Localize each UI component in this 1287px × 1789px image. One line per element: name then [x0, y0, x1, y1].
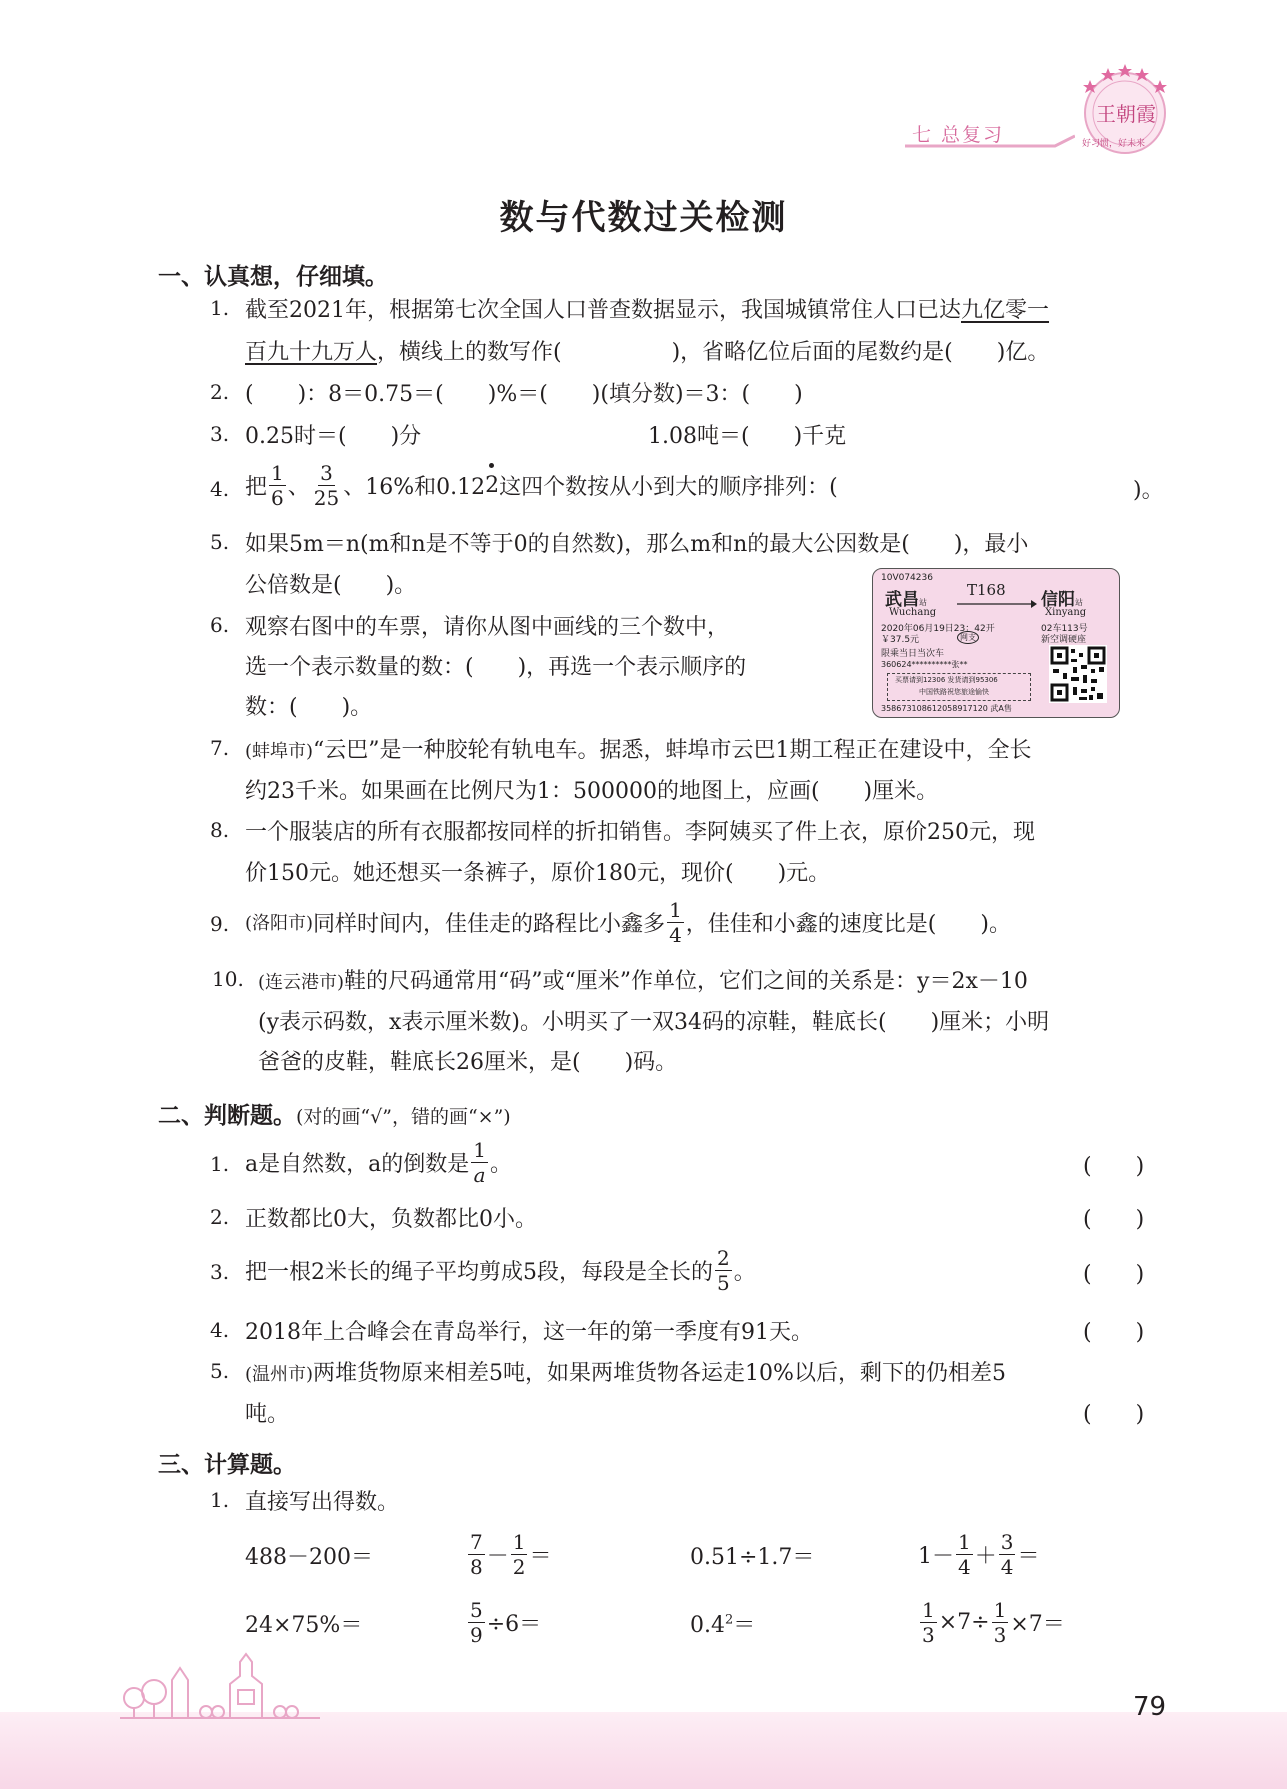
q4-mid: 、16%和0.12	[343, 474, 486, 500]
p2-q1-f-den: a	[473, 1162, 486, 1187]
calc-r2b-f-num: 5	[470, 1597, 483, 1622]
logo-text: 王朝霞	[1096, 102, 1156, 126]
p2-q3-pre: 把一根2米长的绳子平均剪成5段，每段是全长的	[245, 1259, 713, 1285]
q10-number: 10.	[212, 967, 244, 991]
p2-q5-number: 5.	[210, 1359, 230, 1383]
p2-q2-number: 2.	[210, 1205, 230, 1229]
p2-q3-fraction	[715, 1246, 732, 1295]
part1-heading: 一、认真想，仔细填。	[158, 264, 388, 290]
q6-line1: 观察右图中的车票，请你从图中画线的三个数中，	[245, 615, 730, 640]
p2-q1-pre: a是自然数，a的倒数是	[245, 1151, 470, 1177]
q6-line3: 数：( )。	[245, 695, 373, 720]
q7-line1	[245, 733, 1032, 764]
q5-number: 5.	[210, 530, 230, 554]
ticket-to-suffix: 站	[1075, 598, 1083, 607]
calc-r1d-f2-num: 3	[1000, 1529, 1014, 1554]
calc-r1b-op: －	[486, 1543, 509, 1569]
calc-r2b-f	[468, 1598, 485, 1647]
p2-q3-f-den: 5	[717, 1270, 730, 1295]
q4-post: 这四个数按从小到大的顺序排列：(	[499, 474, 838, 500]
p2-q1-line	[245, 1132, 512, 1192]
part3-heading: 三、计算题。	[158, 1452, 296, 1478]
p2-q3-answer-box[interactable]: ( )	[1083, 1262, 1145, 1287]
q4-pre: 把	[245, 474, 268, 500]
ticket-to-station: 信阳	[1041, 590, 1075, 610]
q2-number: 2.	[210, 380, 230, 404]
q1-line1	[245, 293, 1049, 324]
ticket-code-text: 10V074236	[881, 573, 933, 583]
q7-text: “云巴”是一种胶轮有轨电车。据悉，蚌埠市云巴1期工程正在建设中，全长	[313, 738, 1032, 763]
ticket-car: 02车113号	[1041, 624, 1088, 634]
q1-text-cont: ，横线上的数写作( )，省略亿位后面的尾数约是( )亿。	[377, 340, 1050, 365]
p2-q3-line	[245, 1240, 756, 1300]
q1-number: 1.	[210, 296, 230, 320]
page-number: 79	[1133, 1692, 1167, 1722]
calc-r2c-exp: 2	[725, 1612, 734, 1628]
p2-q5-tag: (温州市)	[245, 1364, 314, 1385]
footer-band	[0, 1712, 1287, 1789]
q9-number: 9.	[210, 912, 230, 936]
calc-r1d-op: ＋	[974, 1543, 997, 1569]
q6-number: 6.	[210, 613, 230, 637]
p3-q1-text: 直接写出得数。	[245, 1490, 400, 1515]
q4-fraction-2	[312, 461, 341, 510]
q7-number: 7.	[210, 736, 230, 760]
ticket-notice1: 买票请到12306 发货请到95306	[895, 676, 998, 684]
calc-r1b-eq: ＝	[529, 1543, 552, 1569]
calc-fraction-subtract	[466, 1520, 552, 1588]
q9-post: ，佳佳和小鑫的速度比是( )。	[685, 911, 1011, 937]
calc-r1d-f1	[956, 1530, 973, 1579]
q4-f2-den: 25	[313, 485, 340, 510]
calc-r1d-eq: ＝	[1017, 1543, 1040, 1569]
calc-r1d-f1-den: 4	[958, 1554, 971, 1579]
calc-r1b-f1	[468, 1530, 485, 1579]
calc-r2b-f-den: 9	[470, 1622, 483, 1647]
calc-r1d-f2-den: 4	[1000, 1554, 1014, 1579]
calc-r2d-f2	[992, 1598, 1009, 1647]
q10-line1	[258, 964, 1028, 995]
calc-fraction-mixed	[918, 1588, 1065, 1656]
p2-q1-number: 1.	[210, 1152, 230, 1176]
q4-f2-num: 3	[320, 460, 333, 485]
calc-square	[690, 1608, 755, 1639]
calc-r2b-post: ÷6＝	[486, 1611, 542, 1637]
ticket-from-pinyin: Wuchang	[889, 607, 937, 618]
p2-q3-post: 。	[733, 1259, 756, 1285]
ticket-datetime: 2020年06月19日23：42开	[881, 624, 995, 634]
q1-line2	[245, 335, 1049, 366]
p2-q1-f-num: 1	[473, 1137, 486, 1162]
section-label: 七 总复习	[912, 124, 1005, 146]
calc-r2c-eq: ＝	[733, 1613, 756, 1638]
qr-code-icon	[1049, 645, 1107, 703]
q2-text: ( )：8＝0.75＝( )%＝( )(填分数)＝3：( )	[245, 382, 803, 407]
p2-q4-number: 4.	[210, 1318, 230, 1342]
calc-r1d-f2	[999, 1530, 1016, 1579]
q9-fraction	[667, 898, 684, 947]
calc-r2d-post: ×7＝	[1010, 1611, 1065, 1637]
calc-r2d-mid: ×7÷	[938, 1609, 990, 1635]
calc-r1b-f1-den: 8	[470, 1554, 483, 1579]
ticket-from-suffix: 站	[919, 598, 927, 607]
q4-end: )。	[1133, 478, 1164, 503]
q9-f-num: 1	[669, 897, 682, 922]
calc-r2c-base: 0.4	[690, 1613, 725, 1638]
p2-q5-text: 两堆货物原来相差5吨，如果两堆货物各运走10%以后，剩下的仍相差5	[313, 1361, 1006, 1386]
q1-text: 截至2021年，根据第七次全国人口普查数据显示，我国城镇常住人口已达	[245, 298, 961, 323]
p2-q1-answer-box[interactable]: ( )	[1083, 1154, 1145, 1179]
calc-r2d-f1-num: 1	[922, 1597, 935, 1622]
q3-part-b: 1.08吨＝( )千克	[648, 424, 847, 449]
ticket-seat: 新空调硬座	[1041, 635, 1087, 645]
q5-line1: 如果5m＝n(m和n是不等于0的自然数)，那么m和n的最大公因数是( )，最小	[245, 532, 1029, 557]
q4-repeating-digit	[485, 473, 499, 498]
p2-q3-number: 3.	[210, 1260, 230, 1284]
calc-r2d-f2-den: 3	[993, 1622, 1007, 1647]
calc-percent-multiply: 24×75%＝	[245, 1613, 363, 1638]
ticket-price: ￥37.5元	[881, 635, 920, 645]
repeating-dot-icon	[489, 463, 494, 468]
calc-one-minus-plus	[918, 1520, 1040, 1588]
q9-pre: 同样时间内，佳佳走的路程比小鑫多	[313, 911, 666, 937]
castle-decoration-icon	[120, 1640, 320, 1720]
part2-heading	[158, 1097, 511, 1130]
part2-heading-note: (对的画“√”，错的画“×”)	[296, 1106, 511, 1128]
q8-number: 8.	[210, 818, 230, 842]
p2-q5-line2: 吨。	[245, 1402, 290, 1427]
q4-line	[245, 455, 838, 515]
ticket-serial: 35867310861205891712​0 武A售	[881, 704, 1012, 713]
q9-line	[245, 892, 1011, 952]
q7-tag: (蚌埠市)	[245, 741, 314, 762]
q8-line1: 一个服装店的所有衣服都按同样的折扣销售。李阿姨买了件上衣，原价250元，现	[245, 820, 1035, 845]
calc-r1b-f2-num: 1	[512, 1529, 526, 1554]
q3-number: 3.	[210, 422, 230, 446]
calc-decimal-divide: 0.51÷1.7＝	[690, 1545, 815, 1570]
calc-r2d-f1	[920, 1598, 937, 1647]
p2-q3-f-num: 2	[717, 1245, 730, 1270]
q9-tag: (洛阳市)	[245, 913, 314, 934]
q10-line2: (y表示码数，x表示厘米数)。小明买了一双34码的凉鞋，鞋底长( )厘米；小明	[258, 1010, 1050, 1035]
q10-tag: (连云港市)	[258, 972, 345, 993]
calc-488-minus-200: 488－200＝	[245, 1545, 373, 1570]
ticket-notice2: 中国铁路祝您旅途愉快	[919, 688, 989, 696]
calc-fraction-divide	[466, 1588, 541, 1656]
p2-q1-post: 。	[489, 1151, 512, 1177]
part2-heading-text: 二、判断题。	[158, 1103, 296, 1129]
p2-q5-answer-box[interactable]: ( )	[1083, 1402, 1145, 1427]
calc-r1b-f2-den: 2	[512, 1554, 526, 1579]
p2-q4-answer-box[interactable]: ( )	[1083, 1320, 1145, 1345]
q3-part-a: 0.25时＝( )分	[245, 424, 422, 449]
calc-r1b-f2	[511, 1530, 528, 1579]
calc-r2d-f1-den: 3	[922, 1622, 935, 1647]
ticket-paid-badge: 网支	[957, 631, 979, 644]
p2-q1-fraction	[471, 1138, 488, 1187]
q7-line2: 约23千米。如果画在比例尺为1：500000的地图上，应画( )厘米。	[245, 779, 939, 804]
ticket-from-station: 武昌	[885, 590, 919, 610]
ticket-id: 360624**********张**	[881, 660, 968, 669]
arrow-right-icon	[957, 599, 1037, 609]
q4-number: 4.	[210, 477, 230, 501]
q4-f1-num: 1	[271, 460, 284, 485]
q6-line2: 选一个表示数量的数：( )，再选一个表示顺序的	[245, 655, 747, 680]
p2-q2-text: 正数都比0大，负数都比0小。	[245, 1207, 537, 1232]
calc-r1b-f1-num: 7	[470, 1529, 483, 1554]
p3-q1-number: 1.	[210, 1488, 230, 1512]
q1-underlined-number-cont: 百九十九万人	[245, 340, 378, 365]
train-ticket	[872, 568, 1120, 718]
q1-underlined-number: 九亿零一	[961, 298, 1050, 323]
q9-f-den: 4	[669, 922, 682, 947]
q8-line2: 价150元。她还想买一条裤子，原价180元，现价( )元。	[245, 861, 831, 886]
q4-dot-digit: 2	[485, 472, 500, 498]
calc-r2d-f2-num: 1	[993, 1597, 1007, 1622]
logo-subtext: 好习惯，好未来	[1082, 139, 1146, 149]
ticket-to-pinyin: Xinyang	[1045, 607, 1087, 618]
calc-r1d-pre: 1－	[918, 1543, 954, 1569]
q4-fraction-1	[269, 461, 286, 510]
q5-line2: 公倍数是( )。	[245, 573, 417, 598]
p2-q5-line1	[245, 1356, 1006, 1387]
ticket-limit: 限乘当日当次车	[881, 649, 945, 659]
page-title: 数与代数过关检测	[499, 198, 788, 238]
p2-q2-answer-box[interactable]: ( )	[1083, 1207, 1145, 1232]
q4-sep: 、	[287, 474, 310, 500]
calc-r1d-f1-num: 1	[958, 1529, 971, 1554]
q4-f1-den: 6	[271, 485, 284, 510]
p2-q4-text: 2018年上合峰会在青岛举行，这一年的第一季度有91天。	[245, 1320, 813, 1345]
ticket-train: T168	[967, 581, 1006, 599]
q10-line3: 爸爸的皮鞋，鞋底长26厘米，是( )码。	[258, 1050, 678, 1075]
q10-text: 鞋的尺码通常用“码”或“厘米”作单位，它们之间的关系是：y＝2x－10	[344, 969, 1028, 994]
